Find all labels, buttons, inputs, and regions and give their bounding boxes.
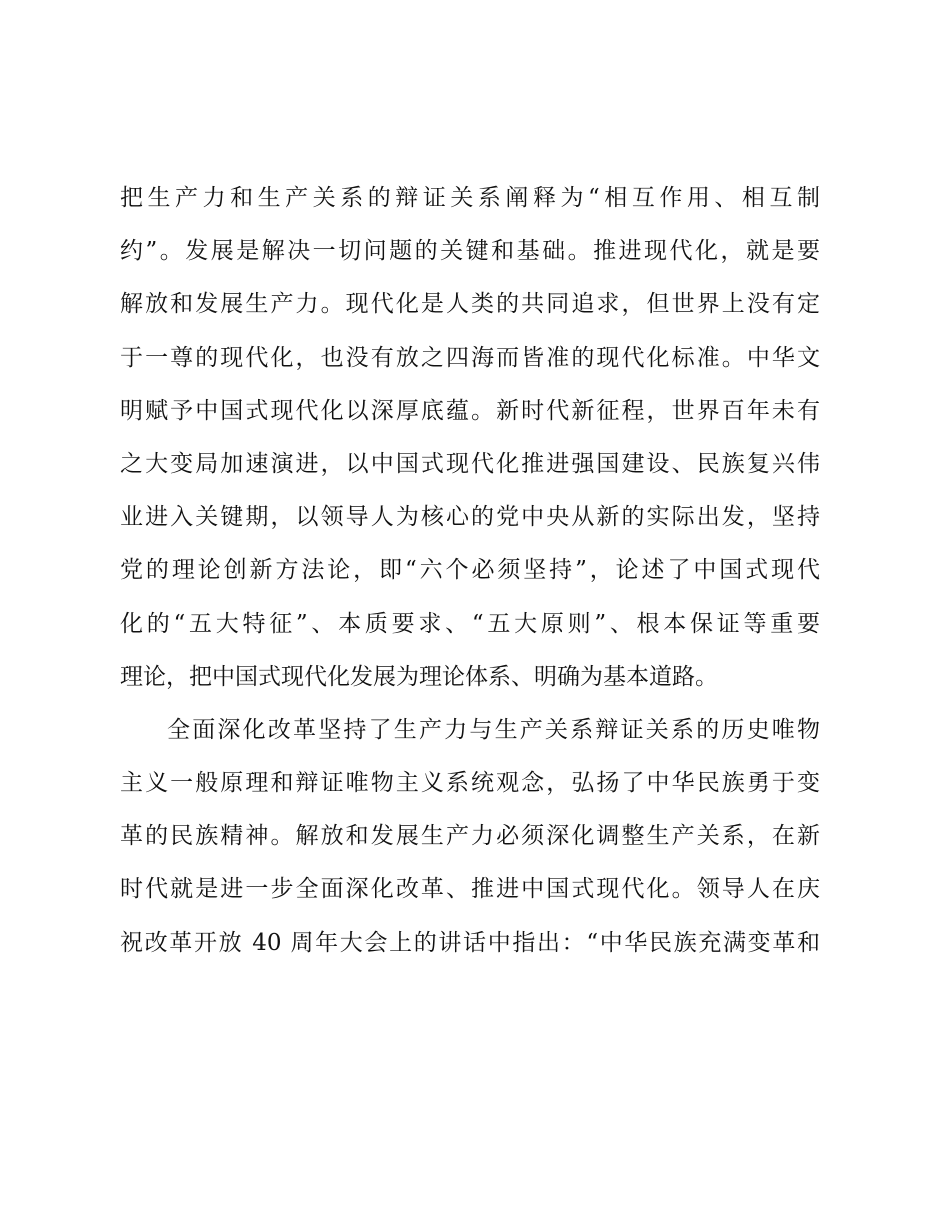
text-line: 解放和发展生产力。现代化是人类的共同追求，但世界上没有定 xyxy=(120,291,820,318)
text-line: 明赋予中国式现代化以深厚底蕴。新时代新征程，世界百年未有 xyxy=(120,397,820,424)
text-line: 把生产力和生产关系的辩证关系阐释为“相互作用、相互制 xyxy=(120,185,820,211)
text-line: 业进入关键期，以领导人为核心的党中央从新的实际出发，坚持 xyxy=(120,504,820,531)
text-line: 理论，把中国式现代化发展为理论体系、明确为基本道路。 xyxy=(120,663,718,690)
text-line: 主义一般原理和辩证唯物主义系统观念，弘扬了中华民族勇于变 xyxy=(120,770,820,797)
text-line: 化的“五大特征”、本质要求、“五大原则”、根本保证等重要 xyxy=(120,610,820,637)
text-line: 党的理论创新方法论，即“六个必须坚持”，论述了中国式现代 xyxy=(120,557,820,584)
text-line: 之大变局加速演进，以中国式现代化推进强国建设、民族复兴伟 xyxy=(120,450,820,477)
text-line: 约”。发展是解决一切问题的关键和基础。推进现代化，就是要 xyxy=(120,238,820,265)
text-line: 于一尊的现代化，也没有放之四海而皆准的现代化标准。中华文 xyxy=(120,344,820,371)
text-line: 时代就是进一步全面深化改革、推进中国式现代化。领导人在庆 xyxy=(120,876,820,903)
text-line: 革的民族精神。解放和发展生产力必须深化调整生产关系，在新 xyxy=(120,823,820,850)
body-text xyxy=(120,172,820,970)
text-line: 全面深化改革坚持了生产力与生产关系辩证关系的历史唯物 xyxy=(167,716,820,743)
text-line: 祝改革开放 40 周年大会上的讲话中指出：“中华民族充满变革和 xyxy=(120,929,820,956)
